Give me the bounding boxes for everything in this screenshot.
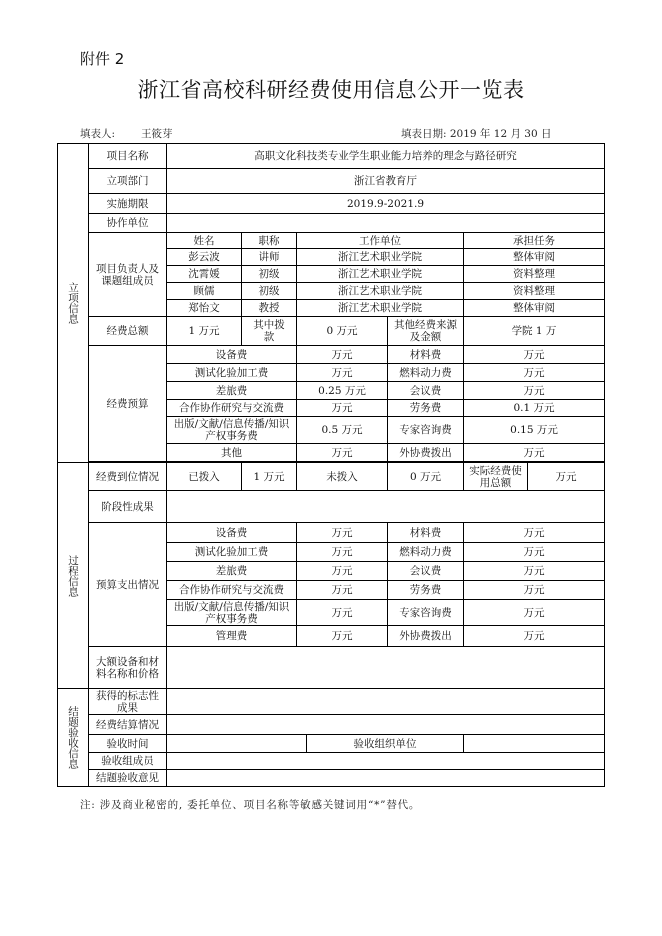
expense-item-value2: 万元 xyxy=(464,600,605,626)
expense-item-value2: 万元 xyxy=(464,523,605,543)
partner-label: 协作单位 xyxy=(89,214,167,233)
budget-item-label: 差旅费 xyxy=(167,382,297,400)
expense-item-value: 万元 xyxy=(297,600,388,626)
members-header-task: 承担任务 xyxy=(464,233,605,249)
accept-org-label: 验收组织单位 xyxy=(307,735,464,753)
members-label: 项目负责人及课题组成员 xyxy=(89,233,167,317)
settlement-label: 经费结算情况 xyxy=(89,715,167,735)
settlement-value xyxy=(167,715,605,735)
partner-value xyxy=(167,214,605,233)
member-unit: 浙江艺术职业学院 xyxy=(297,266,464,283)
project-name-value: 高职文化科技类专业学生职业能力培养的理念与路径研究 xyxy=(167,144,605,169)
actual-total-value: 万元 xyxy=(528,463,605,491)
received-value: 1 万元 xyxy=(242,463,297,491)
budget-item-label: 其他 xyxy=(167,444,297,462)
pending-label: 未拨入 xyxy=(297,463,388,491)
department-value: 浙江省教育厅 xyxy=(167,169,605,194)
section-process-info: 过程信息 xyxy=(58,463,89,689)
total-funding-label: 经费总额 xyxy=(89,317,167,346)
period-value: 2019.9-2021.9 xyxy=(167,194,605,214)
member-name: 彭云波 xyxy=(167,249,242,266)
attachment-label: 附件 2 xyxy=(80,50,125,68)
funding-status-label: 经费到位情况 xyxy=(89,463,167,491)
accept-members-value xyxy=(167,753,605,770)
expense-item-label: 合作协作研究与交流费 xyxy=(167,581,297,600)
section-project-info: 立项信息 xyxy=(58,144,89,463)
members-header-title: 职称 xyxy=(242,233,297,249)
expense-item-label2: 材料费 xyxy=(388,523,464,543)
expense-item-label: 出版/文献/信息传播/知识产权事务费 xyxy=(167,600,297,626)
expense-item-value: 万元 xyxy=(297,581,388,600)
expense-row xyxy=(58,523,605,543)
budget-item-value: 0.25 万元 xyxy=(297,382,388,400)
budget-item-value2: 万元 xyxy=(464,382,605,400)
expense-label: 预算支出情况 xyxy=(89,523,167,647)
budget-item-value: 万元 xyxy=(297,346,388,364)
other-source-label: 其他经费来源及金额 xyxy=(388,317,464,346)
large-equipment-value xyxy=(167,647,605,689)
expense-item-value2: 万元 xyxy=(464,581,605,600)
member-task: 资料整理 xyxy=(464,266,605,283)
budget-item-value2: 0.15 万元 xyxy=(464,417,605,444)
received-label: 已拨入 xyxy=(167,463,242,491)
fill-date: 填表日期: 2019 年 12 月 30 日 xyxy=(401,128,552,140)
section-closing-info: 结题验收信息 xyxy=(58,689,89,787)
info-table xyxy=(57,143,605,787)
member-title: 教授 xyxy=(242,300,297,317)
allocated-label: 其中拨款 xyxy=(242,317,297,346)
member-task: 资料整理 xyxy=(464,283,605,300)
total-funding-value: 1 万元 xyxy=(167,317,242,346)
expense-item-label: 管理费 xyxy=(167,626,297,647)
accept-org-value xyxy=(464,735,605,753)
filler-info xyxy=(80,126,173,141)
member-task: 整体审阅 xyxy=(464,249,605,266)
member-name: 郑怡文 xyxy=(167,300,242,317)
budget-item-label: 出版/文献/信息传播/知识产权事务费 xyxy=(167,417,297,444)
member-title: 初级 xyxy=(242,266,297,283)
large-equipment-label: 大额设备和材料名称和价格 xyxy=(89,647,167,689)
member-unit: 浙江艺术职业学院 xyxy=(297,249,464,266)
expense-item-label: 设备费 xyxy=(167,523,297,543)
budget-item-label: 设备费 xyxy=(167,346,297,364)
budget-item-value2: 万元 xyxy=(464,346,605,364)
member-unit: 浙江艺术职业学院 xyxy=(297,283,464,300)
member-task: 整体审阅 xyxy=(464,300,605,317)
budget-item-label2: 燃料动力费 xyxy=(388,364,464,382)
budget-item-value: 0.5 万元 xyxy=(297,417,388,444)
stage-results-label: 阶段性成果 xyxy=(89,491,167,523)
expense-item-value: 万元 xyxy=(297,626,388,647)
member-title: 初级 xyxy=(242,283,297,300)
opinion-label: 结题验收意见 xyxy=(89,770,167,787)
opinion-value xyxy=(167,770,605,787)
budget-item-value: 万元 xyxy=(297,364,388,382)
other-source-value: 学院 1 万 xyxy=(464,317,605,346)
expense-item-value: 万元 xyxy=(297,562,388,581)
members-header-name: 姓名 xyxy=(167,233,242,249)
member-name: 顾儒 xyxy=(167,283,242,300)
expense-item-value: 万元 xyxy=(297,523,388,543)
actual-total-label: 实际经费使用总额 xyxy=(464,463,528,491)
budget-label: 经费预算 xyxy=(89,346,167,462)
accept-time-label: 验收时间 xyxy=(89,735,167,753)
pending-value: 0 万元 xyxy=(388,463,464,491)
footnote: 注: 涉及商业秘密的, 委托单位、项目名称等敏感关键词用“*”替代。 xyxy=(80,799,421,811)
filler-name: 王筱芽 xyxy=(141,128,173,140)
project-name-label: 项目名称 xyxy=(89,144,167,169)
budget-item-label2: 材料费 xyxy=(388,346,464,364)
accept-members-label: 验收组成员 xyxy=(89,753,167,770)
budget-item-value2: 万元 xyxy=(464,444,605,462)
budget-item-label2: 专家咨询费 xyxy=(388,417,464,444)
expense-item-label: 差旅费 xyxy=(167,562,297,581)
expense-item-label2: 会议费 xyxy=(388,562,464,581)
budget-item-label: 合作协作研究与交流费 xyxy=(167,400,297,417)
stage-results-value xyxy=(167,491,605,523)
expense-item-label: 测试化验加工费 xyxy=(167,543,297,562)
budget-item-value2: 万元 xyxy=(464,364,605,382)
budget-item-label2: 劳务费 xyxy=(388,400,464,417)
expense-item-value: 万元 xyxy=(297,543,388,562)
members-header-unit: 工作单位 xyxy=(297,233,464,249)
member-title: 讲师 xyxy=(242,249,297,266)
budget-item-value: 万元 xyxy=(297,400,388,417)
expense-item-label2: 专家咨询费 xyxy=(388,600,464,626)
budget-row xyxy=(58,346,605,364)
budget-item-label: 测试化验加工费 xyxy=(167,364,297,382)
expense-item-label2: 燃料动力费 xyxy=(388,543,464,562)
accept-time-value xyxy=(167,735,307,753)
member-name: 沈霄媛 xyxy=(167,266,242,283)
budget-item-label2: 外协费拨出 xyxy=(388,444,464,462)
allocated-value: 0 万元 xyxy=(297,317,388,346)
results-value xyxy=(167,689,605,715)
member-unit: 浙江艺术职业学院 xyxy=(297,300,464,317)
expense-item-label2: 劳务费 xyxy=(388,581,464,600)
results-label: 获得的标志性成果 xyxy=(89,689,167,715)
expense-item-label2: 外协费拨出 xyxy=(388,626,464,647)
page-title: 浙江省高校科研经费使用信息公开一览表 xyxy=(137,78,525,102)
budget-item-label2: 会议费 xyxy=(388,382,464,400)
expense-item-value2: 万元 xyxy=(464,543,605,562)
expense-item-value2: 万元 xyxy=(464,562,605,581)
period-label: 实施期限 xyxy=(89,194,167,214)
budget-item-value2: 0.1 万元 xyxy=(464,400,605,417)
filler-label: 填表人: xyxy=(80,128,116,140)
budget-item-value: 万元 xyxy=(297,444,388,462)
expense-item-value2: 万元 xyxy=(464,626,605,647)
department-label: 立项部门 xyxy=(89,169,167,194)
